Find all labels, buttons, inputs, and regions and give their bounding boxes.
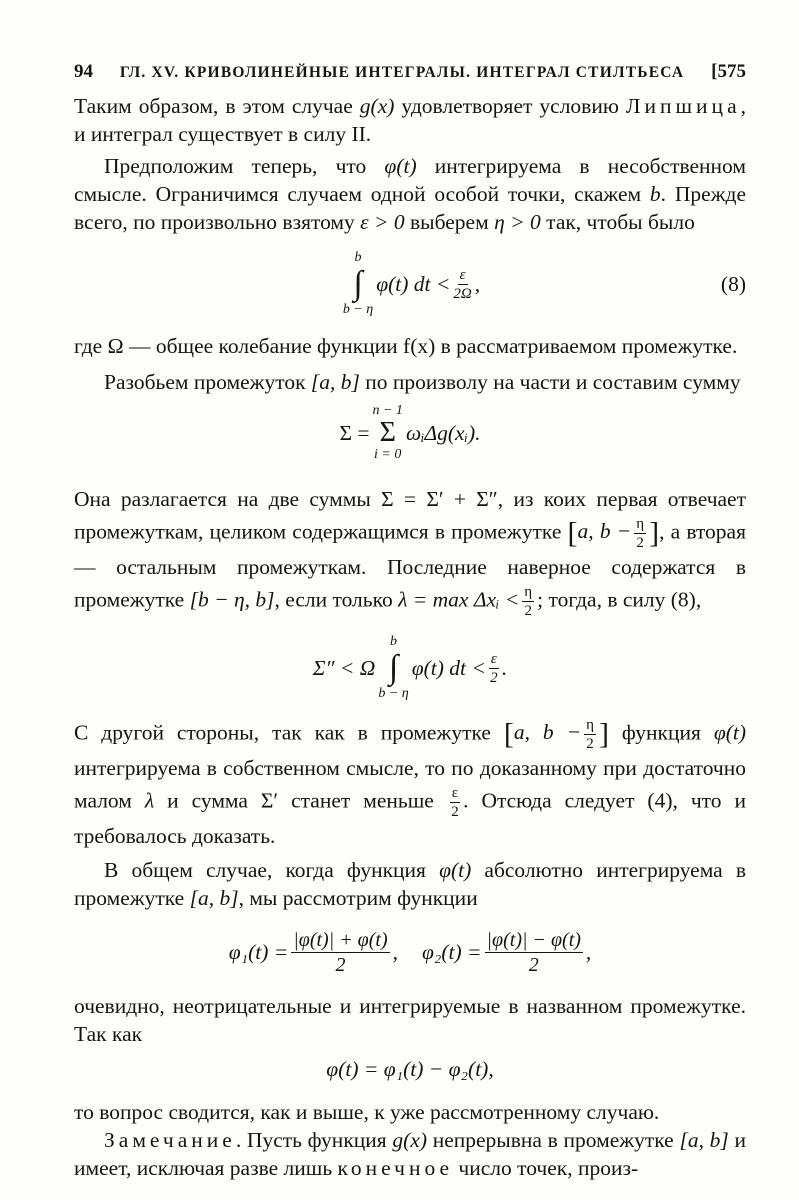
spaced-lipschitz: Липшица	[625, 94, 741, 118]
paragraph-improper: Предположим теперь, что φ(t) интегрируема в несобственном смысле. Ограничимся случаем одной особой точки, скажем b. Прежде всего, по произвольно взятому ε > 0 выберем η > 0 так, чтобы было	[74, 154, 747, 234]
paragraph-partition: Разобьем промежуток [a, b] по произволу на части и составим сумму	[104, 370, 741, 394]
paragraph-other-side: С другой стороны, так как в промежутке [a, b − $\frac{\eta}{2}$ ] функция φ(t) интегрируема в собственном смысле, то по доказанному при достаточно малом λ и сумма Σ′ станет меньше $\frac{\varepsilon}{2}$ . Отсюда следует (4), что и требовалось доказать.	[74, 717, 747, 848]
book-page	[74, 58, 746, 1182]
sum-limits: n − 1 Σ i = 0	[372, 403, 403, 462]
paragraph-remark: Замечание. Пусть функция g(x) непрерывна в промежутке [a, b] и имеет, исключая разве лишь конечное число точек, произ-	[74, 1128, 746, 1180]
paragraph-reduces: то вопрос сводится, как и выше, к уже рассмотренному случаю.	[74, 1100, 660, 1124]
section-number: [575	[711, 61, 746, 82]
fraction-eta-2-lambda: $\frac{\eta}{2}$	[524, 584, 533, 619]
integral-limits: b ∫ b − η	[342, 250, 374, 317]
integral-limits-estimate: b ∫ b − η	[378, 634, 409, 701]
paragraph-nonnegative: очевидно, неотрицательные и интегрируемые в названном промежутке. Так как	[74, 994, 746, 1046]
remark-label: Замечание	[104, 1128, 236, 1152]
paragraph-split: Она разлагается на две суммы Σ = Σ′ + Σ″, из коих первая отвечает промежуткам, целиком содержащимся в промежутке [a, b − $\frac{\eta}{2}$ ], а вторая — остальным промежуткам. Последние наверное содержатся в промежутке [b − η, b], если только λ = max Δxᵢ < $\frac{\eta}{2}$ ; тогда, в силу (8),	[74, 487, 746, 619]
equation-label: (8)	[720, 272, 746, 296]
paragraph-general-case: В общем случае, когда функция φ(t) абсолютно интегрируема в промежутке [a, b], мы рассмотрим функции	[74, 858, 746, 910]
paragraph-omega: где Ω — общее колебание функции f(x) в рассматриваемом промежутке.	[74, 334, 738, 358]
page-number: 94	[74, 61, 93, 82]
paragraph-lipschitz: Таким образом, в этом случае g(x) удовлетворяет условию Липшица, и интеграл существует в силу II.	[74, 94, 746, 146]
formula-estimate: Σ″ < Ω b ∫ b − η φ(t) dt < $\frac{\varepsilon}{2}$ .	[312, 634, 508, 701]
formula-diff: φ(t) = φ₁(t) − φ₂(t),	[326, 1057, 494, 1081]
formula-sum: Σ = n − 1 Σ i = 0 ωᵢΔg(xᵢ).	[339, 403, 481, 462]
running-title: ГЛ. XV. КРИВОЛИНЕЙНЫЕ ИНТЕГРАЛЫ. ИНТЕГРАЛ СТИЛТЬЕСА	[119, 64, 685, 81]
formula-8: b ∫ b − η φ(t) dt < $\frac{\varepsilon}{2\Omega}$ , (8)	[342, 250, 746, 317]
fraction-eps-2: $\frac{\varepsilon}{2}$	[490, 650, 498, 686]
formula-phi-split: φ₁(t) = $\frac{|\varphi(t)| + \varphi(t)}{2}$ , φ₂(t) = $\frac{|\varphi(t)| - \varphi(t)}{2}$ ,	[228, 928, 592, 976]
fraction-eps-2omega: $\frac{\varepsilon}{2\Omega}$	[453, 266, 472, 302]
page-header	[74, 58, 746, 92]
fraction-eta-2: $\frac{\eta}{2}$	[636, 516, 645, 551]
g-of-x: g(x)	[359, 94, 395, 118]
